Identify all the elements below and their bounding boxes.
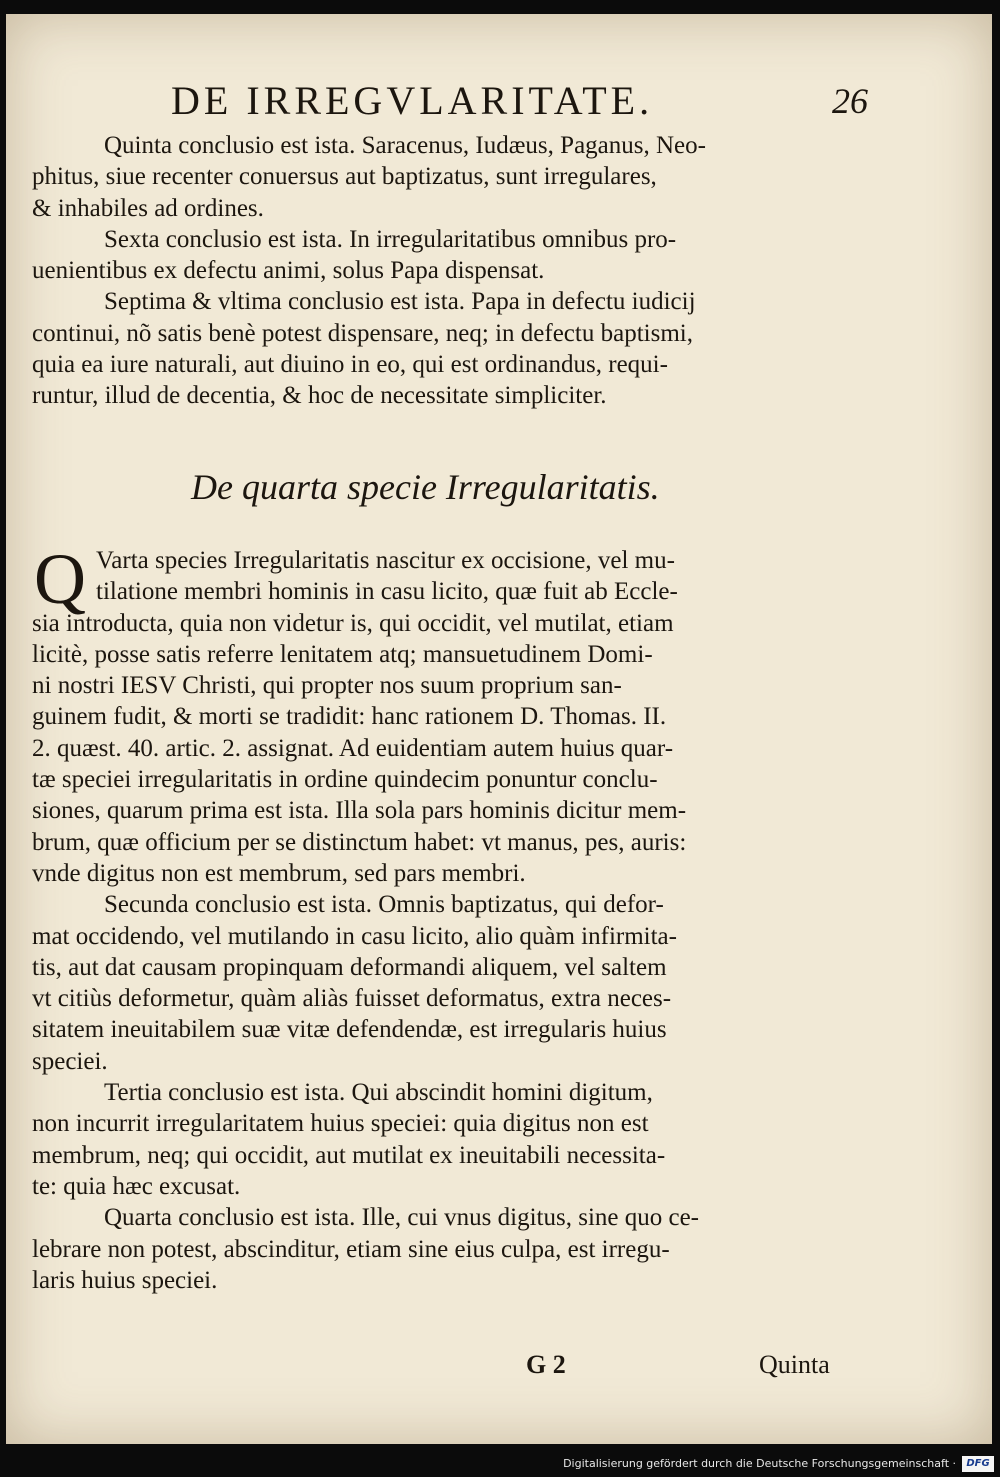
- running-head-title: DE IRREGVLARITATE.: [171, 78, 654, 123]
- dfg-logo: DFG: [962, 1456, 994, 1472]
- text-line: non incurrit irregularitatem huius speciei: quia digitus non est: [32, 1110, 649, 1138]
- text-line: vnde digitus non est membrum, sed pars membri.: [32, 859, 526, 887]
- text-line: Secunda conclusio est ista. Omnis baptizatus, qui defor-: [104, 891, 664, 919]
- text-line: speciei.: [32, 1047, 108, 1075]
- text-line: runtur, illud de decentia, & hoc de necessitate simpliciter.: [32, 382, 607, 410]
- text-line: lebrare non potest, abscinditur, etiam sine eius culpa, est irregu-: [32, 1235, 670, 1263]
- text-line: Tertia conclusio est ista. Qui abscindit homini digitum,: [104, 1079, 653, 1107]
- text-line: membrum, neq; qui occidit, aut mutilat ex ineuitabili necessita-: [32, 1141, 666, 1169]
- text-line: laris huius speciei.: [32, 1266, 218, 1294]
- text-line: phitus, siue recenter conuersus aut baptizatus, sunt irregulares,: [32, 163, 657, 191]
- text-line: Sexta conclusio est ista. In irregularitatibus omnibus pro-: [104, 225, 677, 253]
- section-heading: De quarta specie Irregularitatis.: [191, 467, 660, 507]
- text-line: Quinta conclusio est ista. Saracenus, Iudæus, Paganus, Neo-: [104, 132, 706, 159]
- intro-text-block: [32, 130, 872, 412]
- text-line: tis, aut dat causam propinquam deformandi aliquem, vel saltem: [32, 953, 667, 981]
- text-line: Septima & vltima conclusio est ista. Papa in defectu iudicij: [104, 288, 696, 316]
- text-line: guinem fudit, & morti se tradidit: hanc rationem D. Thomas. II.: [32, 703, 667, 731]
- digitization-bar: [0, 1453, 1000, 1477]
- page-footer: [6, 1347, 992, 1383]
- digitization-notice: Digitalisierung gefördert durch die Deutsche Forschungsgemeinschaft ·: [563, 1457, 956, 1470]
- page-number: 26: [832, 81, 868, 121]
- text-line: tæ speciei irregularitatis in ordine quindecim ponuntur conclu-: [32, 766, 658, 794]
- text-line: licitè, posse satis referre lenitatem atq; mansuetudinem Domi-: [32, 640, 653, 668]
- body-text-block: [32, 539, 872, 1296]
- text-line: continui, nõ satis benè potest dispensare, neq; in defectu baptismi,: [32, 319, 693, 347]
- text-line: Varta species Irregularitatis nascitur ex occisione, vel mu-: [96, 547, 675, 574]
- text-line: Quarta conclusio est ista. Ille, cui vnus digitus, sine quo ce-: [104, 1204, 700, 1232]
- text-line: quia ea iure naturali, aut diuino in eo, qui est ordinandus, requi-: [32, 351, 668, 379]
- text-line: siones, quarum prima est ista. Illa sola pars hominis dicitur mem-: [32, 797, 687, 825]
- text-line: 2. quæst. 40. artic. 2. assignat. Ad euidentiam autem huius quar-: [32, 734, 674, 762]
- text-line: uenientibus ex defectu animi, solus Papa dispensat.: [32, 257, 545, 285]
- catchword: Quinta: [759, 1350, 830, 1379]
- text-line: sitatem ineuitabilem suæ vitæ defendendæ, est irregularis huius: [32, 1016, 667, 1044]
- book-page: [6, 14, 992, 1444]
- text-line: & inhabiles ad ordines.: [32, 194, 264, 222]
- text-line: brum, quæ officium per se distinctum habet: vt manus, pes, auris:: [32, 828, 687, 856]
- text-line: sia introducta, quia non videtur is, qui occidit, vel mutilat, etiam: [32, 609, 674, 637]
- text-line: ni nostri IESV Christi, qui propter nos suum proprium san-: [32, 672, 622, 700]
- running-head: [6, 76, 992, 126]
- text-line: vt citiùs deformetur, quàm aliàs fuisset deformatus, extra neces-: [32, 985, 672, 1013]
- text-line: te: quia hæc excusat.: [32, 1172, 241, 1200]
- text-line: tilatione membri hominis in casu licito, quæ fuit ab Eccle-: [96, 578, 678, 606]
- drop-cap: Q: [34, 539, 86, 619]
- text-line: mat occidendo, vel mutilando in casu licito, alio quàm infirmita-: [32, 922, 677, 950]
- signature-mark: G 2: [526, 1350, 566, 1379]
